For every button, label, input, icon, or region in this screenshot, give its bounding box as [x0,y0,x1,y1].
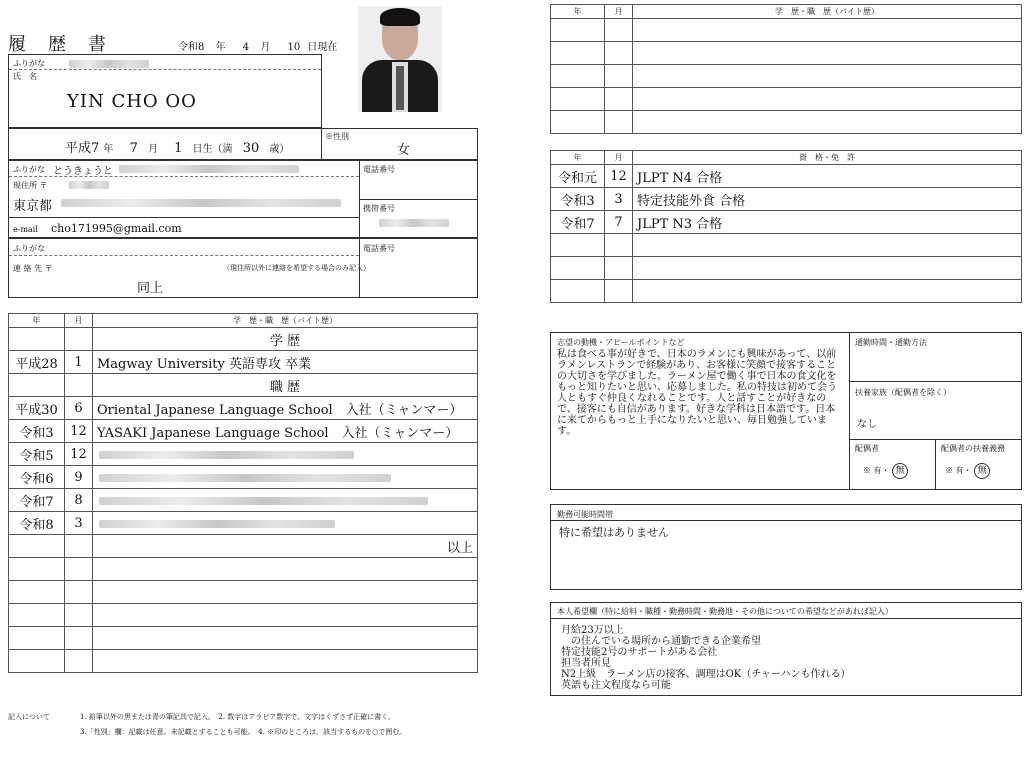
table-row [551,111,1022,134]
history-title-header: 学 歴・職 歴（バイト歴） [93,314,478,328]
table-row [9,466,478,489]
mobile-label: 携帯番号 [363,204,395,213]
address-box [8,160,478,238]
furigana-label: ふりがな [13,59,45,68]
history-era: 令和3 [9,420,65,443]
table-row [551,188,1022,211]
footnote-label: 記入について [8,713,50,721]
history-era: 令和6 [9,466,65,489]
spouse-value: ※ 有・ 無 [863,463,908,479]
license-era [551,234,605,257]
history-text [93,443,478,466]
dependents-value: なし [857,419,877,430]
history-text [93,581,478,604]
spouse-support-label: 配偶者の扶養義務 [941,444,1005,453]
work-hours-section [550,504,1022,590]
history-text [93,604,478,627]
license-era [551,280,605,303]
history-month [65,374,93,397]
license-month: 3 [605,188,633,211]
spouse-label: 配偶者 [855,444,879,453]
license-text: JLPT N4 合格 [633,165,1022,188]
history-month [65,627,93,650]
history-text [93,512,478,535]
date-era: 令和8 [178,42,205,53]
date-month: 4 [242,42,250,53]
requests-text: 月給23万以上 の住んでいる場所から通勤できる企業希望 特定技能2号のサポートがある会社 担当者所見 N2上級 ラーメン店の接客、調理はOK（チャーハンも作れる） 英語も注文程度なら可能 [561,625,851,691]
contact-box [8,238,478,298]
right-history-table [550,4,1022,134]
gender-value: 女 [397,143,411,158]
history-month [65,558,93,581]
requests-label: 本人希望欄（特に給料・職種・勤務時間・勤務地・その他についての希望などがあれば記入） [557,607,893,616]
table-row [551,211,1022,234]
history-text: 以上 [93,535,478,558]
table-row [9,558,478,581]
table-row [551,280,1022,303]
history-text: 学 歴 [93,328,478,351]
motivation-section [550,332,1022,490]
prefecture: 東京都 [13,199,53,214]
history-month: 9 [65,466,93,489]
table-row [9,604,478,627]
table-row [9,627,478,650]
contact-label: 連 絡 先 〒 [13,264,53,273]
license-era: 令和元 [551,165,605,188]
history-month [65,535,93,558]
work-hours-value: 特に希望はありません [559,526,669,539]
history-month: 1 [65,351,93,374]
history-month [65,328,93,351]
table-row [9,535,478,558]
footnote-line-1: 1. 鉛筆以外の黒または青の筆記具で記入。 2. 数字はアラビア数字で、文字はくずさず正確に書く。 [80,713,396,721]
right-history-title-header: 学 歴・職 歴（バイト歴） [633,5,1022,19]
name-box [8,54,322,128]
contact-note: （現住所以外に連絡を希望する場合のみ記入） [223,264,370,272]
license-text: JLPT N3 合格 [633,211,1022,234]
license-era: 令和7 [551,211,605,234]
history-text [93,466,478,489]
address-furigana-label: ふりがな [13,165,45,174]
spouse-support-none-circle: 無 [974,463,990,479]
contact-value: 同上 [137,281,164,296]
license-month: 7 [605,211,633,234]
history-month: 8 [65,489,93,512]
license-era: 令和3 [551,188,605,211]
license-month [605,280,633,303]
history-era [9,374,65,397]
history-era: 平成28 [9,351,65,374]
table-row [9,581,478,604]
dependents-label: 扶養家族（配偶者を除く） [855,388,951,397]
table-row [9,397,478,420]
history-month: 12 [65,443,93,466]
motivation-label: 志望の動機・アピールポイントなど [557,338,685,347]
table-row [9,328,478,351]
history-era: 令和5 [9,443,65,466]
history-month [65,650,93,673]
license-text [633,257,1022,280]
license-text [633,280,1022,303]
table-row [551,257,1022,280]
contact-furigana-label: ふりがな [13,244,45,253]
history-text [93,489,478,512]
license-text [633,234,1022,257]
table-row [551,234,1022,257]
birth-date: 平成7 年 7 月 1 日生（満 30 歳） [65,141,290,156]
spouse-support-value: ※ 有・ 無 [945,463,990,479]
day-label: 日現在 [307,42,338,53]
date-day: 10 [287,42,301,53]
license-month [605,234,633,257]
current-address-label: 現住所 〒 [13,181,48,190]
applicant-name: YIN CHO OO [67,91,197,112]
history-era [9,581,65,604]
table-row [9,650,478,673]
year-label: 年 [215,42,226,53]
email-label: e-mail [13,225,38,234]
history-era [9,627,65,650]
history-era [9,535,65,558]
history-era: 令和7 [9,489,65,512]
table-row [551,19,1022,42]
history-era: 平成30 [9,397,65,420]
history-text: Oriental Japanese Language School 入社（ミャンマー） [93,397,478,420]
history-text: 職 歴 [93,374,478,397]
table-row [551,65,1022,88]
history-text [93,558,478,581]
phone-label: 電話番号 [363,165,395,174]
license-title-header: 資 格・免 許 [633,151,1022,165]
history-text [93,627,478,650]
history-text: YASAKI Japanese Language School 入社（ミャンマー） [93,420,478,443]
month-label: 月 [260,42,271,53]
commute-label: 通勤時間・通勤方法 [855,338,927,347]
name-label: 氏 名 [13,72,37,81]
history-month [65,581,93,604]
table-row [9,443,478,466]
history-text [93,650,478,673]
table-row [551,42,1022,65]
license-month [605,257,633,280]
history-month [65,604,93,627]
date-line [178,38,337,53]
license-year-header: 年 [551,151,605,165]
table-row [551,165,1022,188]
table-row [9,512,478,535]
address-furigana: とうきょうと [53,166,113,177]
table-row [9,489,478,512]
history-month-header: 月 [65,314,93,328]
history-month: 3 [65,512,93,535]
right-history-year-header: 年 [551,5,605,19]
motivation-text: 私は食べる事が好きで、日本のラメンにも興味があって、以前ラメンレストランで経験があり、お客様に笑顔で接客することの大切さを学びました。ラーメン屋で働く事で日本の食文化をもっと知りたいと思い、応募しました。私の特技は初めて会う人ともすぐ仲良くなれることです。人と話すことが好きなので、接客にも自信があります。好きな学科は日本語です。日本に来てからもっと上手になりたいと思い、毎日勉強しています。 [557,349,837,437]
applicant-photo [358,6,442,112]
work-hours-label: 勤務可能時間帯 [557,510,613,519]
history-era [9,650,65,673]
footnote-line-2: 3.「性別」欄：記載は任意。未記載とすることも可能。 4. ※印のところは、該当するものを○で囲む。 [80,728,407,736]
requests-section [550,602,1022,696]
license-month-header: 月 [605,151,633,165]
license-era [551,257,605,280]
history-year-header: 年 [9,314,65,328]
resume-title: 履 歴 書 [8,34,108,55]
history-table [8,313,478,673]
gender-label: ※性別 [325,132,349,141]
history-era [9,558,65,581]
license-text: 特定技能外食 合格 [633,188,1022,211]
spouse-none-circle: 無 [892,463,908,479]
table-row [9,420,478,443]
history-era: 令和8 [9,512,65,535]
history-era [9,328,65,351]
history-header-row [9,314,478,328]
history-month: 6 [65,397,93,420]
license-table [550,150,1022,303]
license-month: 12 [605,165,633,188]
right-history-month-header: 月 [605,5,633,19]
email: cho171995@gmail.com [51,222,182,235]
history-text: Magway University 英語専攻 卒業 [93,351,478,374]
table-row [9,351,478,374]
table-row [551,88,1022,111]
birth-row [8,128,478,160]
table-row [9,374,478,397]
history-era [9,604,65,627]
contact-phone-label: 電話番号 [363,244,395,253]
history-month: 12 [65,420,93,443]
